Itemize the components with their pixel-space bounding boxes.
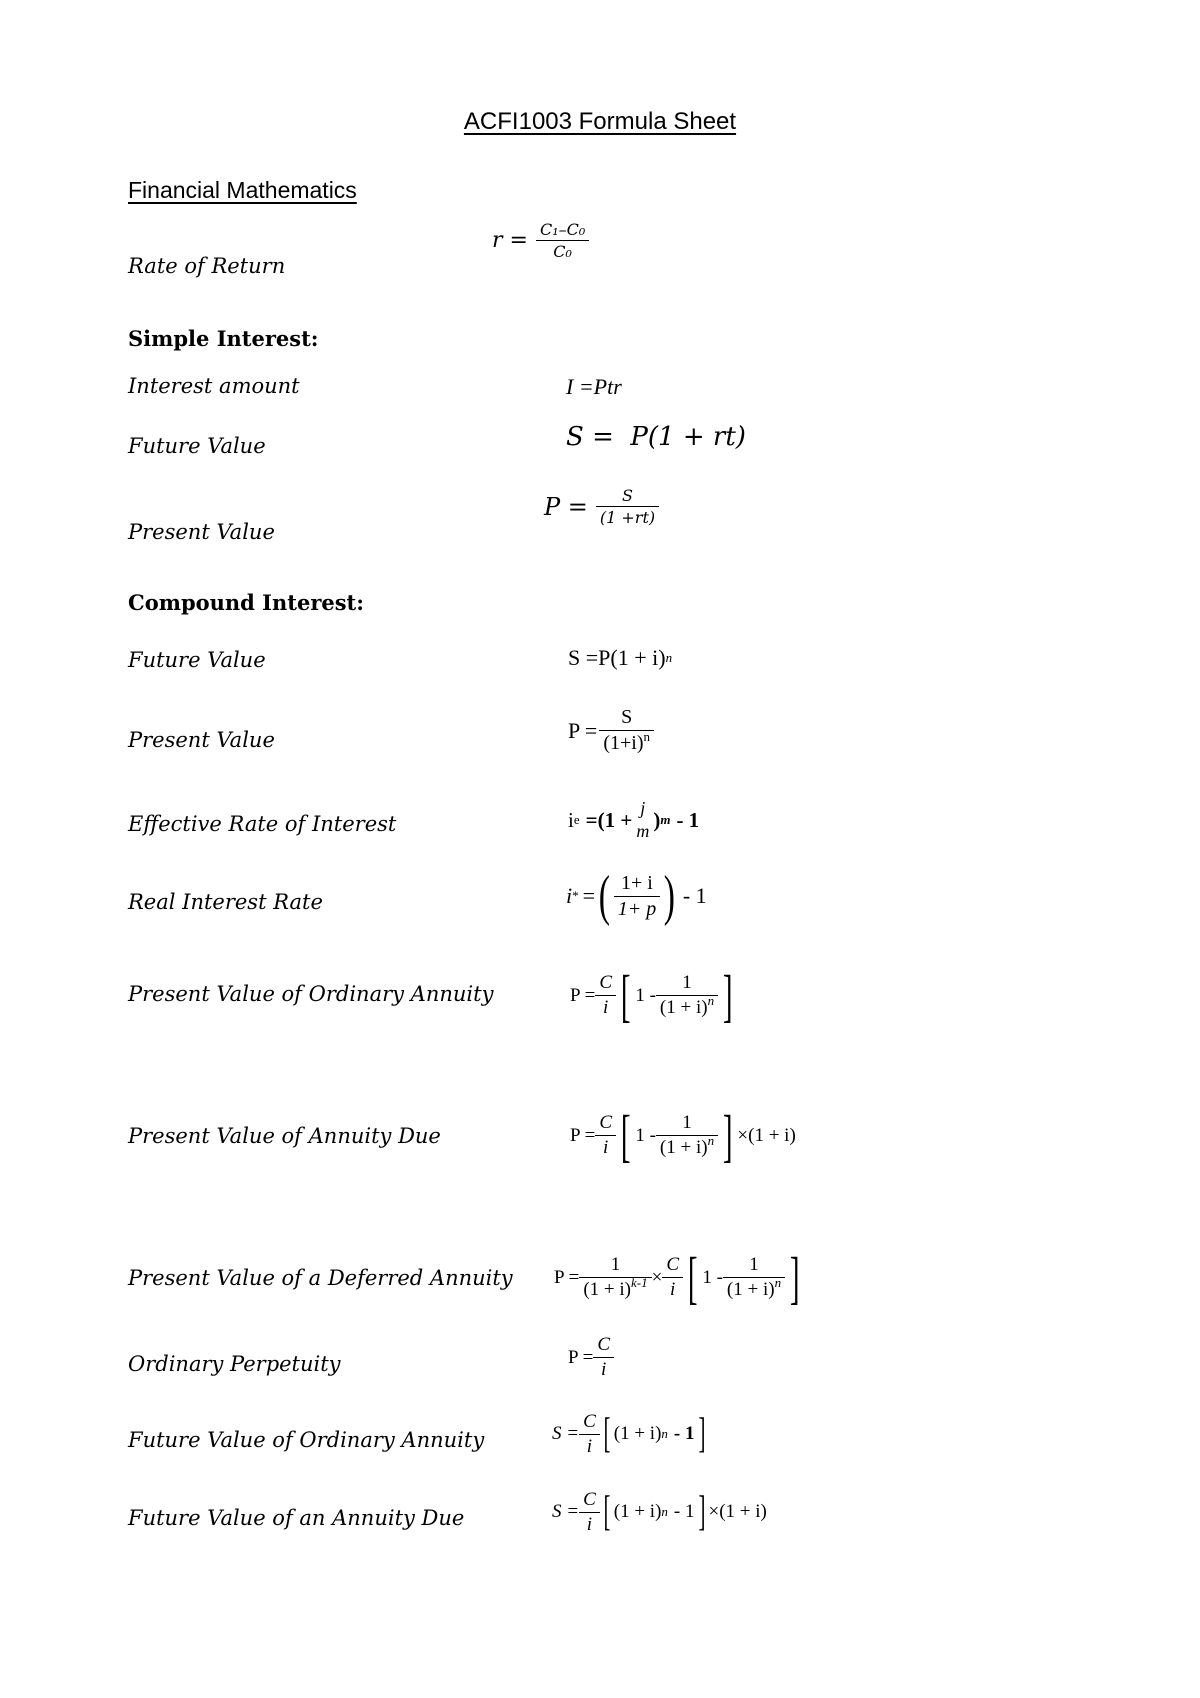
denominator-base: (1+i) bbox=[603, 732, 644, 754]
fraction-discount bbox=[579, 1254, 651, 1301]
fraction bbox=[596, 486, 659, 527]
simple-present-value-label: Present Value bbox=[128, 520, 275, 544]
effective-rate-label: Effective Rate of Interest bbox=[128, 812, 397, 836]
numerator: C bbox=[583, 1410, 596, 1432]
numerator: 1 bbox=[682, 1112, 692, 1133]
formula-lhs: S = bbox=[552, 1423, 580, 1444]
numerator: 1+ i bbox=[621, 871, 653, 894]
compound-future-value-formula: S =P(1 + i) n bbox=[568, 645, 673, 670]
fraction bbox=[723, 1254, 785, 1301]
numerator: C bbox=[599, 972, 613, 993]
section-heading: Financial Mathematics bbox=[128, 177, 357, 203]
formula-after: ×(1 + i) bbox=[708, 1501, 767, 1522]
exponent: k-1 bbox=[630, 1275, 648, 1290]
fv-annuity-due-label: Future Value of an Annuity Due bbox=[128, 1506, 465, 1530]
inner-term: (1 + i) bbox=[613, 1423, 662, 1444]
left-bracket-icon: [ bbox=[687, 1245, 698, 1310]
fraction bbox=[656, 972, 718, 1019]
denominator: (1 +rt) bbox=[596, 506, 659, 527]
pv-ordinary-annuity-formula bbox=[570, 962, 737, 1029]
numerator: 1 bbox=[682, 972, 692, 993]
numerator: 1 bbox=[610, 1254, 621, 1275]
formula-tail: - 1 bbox=[676, 807, 700, 832]
pv-deferred-annuity-formula bbox=[554, 1244, 804, 1311]
denominator: i bbox=[595, 995, 616, 1019]
denominator-base: (1 + i) bbox=[659, 997, 708, 1018]
rate-of-return-formula bbox=[492, 220, 589, 261]
formula-lhs: i bbox=[566, 883, 573, 908]
pv-ordinary-annuity-label: Present Value of Ordinary Annuity bbox=[128, 982, 494, 1006]
fraction-c-over-i bbox=[595, 1112, 616, 1159]
formula-lhs: r = bbox=[492, 228, 528, 253]
formula-open: =(1 + bbox=[585, 807, 633, 832]
formula-lhs: P = bbox=[570, 1124, 596, 1146]
denominator bbox=[656, 1135, 718, 1159]
fv-ordinary-annuity-label: Future Value of Ordinary Annuity bbox=[128, 1428, 485, 1452]
exponent: n bbox=[774, 1275, 782, 1290]
formula-tail: - 1 bbox=[673, 1423, 695, 1444]
numerator: C bbox=[666, 1254, 679, 1275]
ordinary-perpetuity-formula bbox=[568, 1334, 614, 1381]
fraction-c-over-i bbox=[579, 1411, 600, 1458]
times-sign: × bbox=[651, 1266, 663, 1288]
right-bracket-icon: ] bbox=[698, 1489, 705, 1535]
denominator-base: (1 + i) bbox=[726, 1279, 775, 1300]
right-bracket-icon: ] bbox=[722, 1103, 733, 1168]
numerator: j bbox=[640, 798, 646, 818]
compound-future-value-label: Future Value bbox=[128, 648, 266, 672]
real-rate-formula: i * = ( $\frac{1+ i}{1+ p}$ ) - 1 bbox=[566, 865, 707, 927]
denominator: i bbox=[593, 1357, 614, 1381]
rate-of-return-label: Rate of Return bbox=[128, 254, 286, 278]
fraction-c-over-i bbox=[595, 972, 616, 1019]
formula-lhs: P = bbox=[568, 1346, 594, 1368]
exponent: n bbox=[707, 993, 715, 1008]
simple-present-value-formula bbox=[544, 486, 659, 527]
ordinary-perpetuity-label: Ordinary Perpetuity bbox=[128, 1352, 341, 1376]
numerator: S bbox=[621, 706, 633, 728]
formula-lhs: P = bbox=[544, 492, 588, 521]
one-minus: 1 - bbox=[635, 1124, 656, 1146]
equals-sign: = bbox=[582, 883, 596, 908]
one-minus: 1 - bbox=[635, 984, 656, 1006]
formula-lhs: P = bbox=[570, 984, 596, 1006]
pv-annuity-due-label: Present Value of Annuity Due bbox=[128, 1124, 441, 1148]
pv-annuity-due-formula bbox=[570, 1102, 796, 1169]
simple-future-value-label: Future Value bbox=[128, 434, 266, 458]
denominator bbox=[656, 995, 718, 1019]
fraction bbox=[599, 706, 654, 755]
interest-amount-formula: I =Ptr bbox=[566, 374, 622, 399]
right-bracket-icon: ] bbox=[789, 1245, 800, 1310]
left-bracket-icon: [ bbox=[620, 1103, 631, 1168]
formula-close: ) bbox=[653, 807, 661, 832]
numerator: S bbox=[622, 486, 633, 505]
fv-ordinary-annuity-formula: S = $\frac{C}{i}$ [ (1 + i) n - 1 ] bbox=[552, 1410, 705, 1457]
exponent: n bbox=[643, 729, 650, 744]
interest-amount-label: Interest amount bbox=[128, 374, 300, 398]
formula-lhs: P = bbox=[554, 1266, 580, 1288]
formula-body: S =P(1 + i) bbox=[568, 645, 666, 670]
denominator bbox=[599, 730, 654, 755]
formula-lhs: S = bbox=[552, 1501, 580, 1522]
exponent: n bbox=[707, 1133, 715, 1148]
inner-term: (1 + i) bbox=[613, 1501, 662, 1522]
fraction bbox=[614, 872, 661, 921]
fv-annuity-due-formula: S = $\frac{C}{i}$ [ (1 + i) n - 1 ] ×(1 + i) bbox=[552, 1488, 767, 1535]
formula-lhs: i bbox=[568, 807, 574, 832]
numerator: C bbox=[597, 1334, 611, 1355]
compound-interest-heading: Compound Interest: bbox=[128, 590, 365, 615]
denominator: i bbox=[579, 1512, 600, 1536]
fraction bbox=[593, 1334, 614, 1381]
left-paren-icon: ( bbox=[598, 865, 610, 927]
effective-rate-formula: i e =(1 + j m ) m - 1 bbox=[568, 798, 700, 841]
numerator: C bbox=[583, 1488, 596, 1510]
one-minus: 1 - bbox=[702, 1266, 723, 1288]
formula-tail: - 1 bbox=[673, 1501, 695, 1522]
real-rate-label: Real Interest Rate bbox=[128, 890, 323, 914]
denominator-base: (1 + i) bbox=[659, 1137, 708, 1158]
formula-tail: ×(1 + i) bbox=[737, 1124, 796, 1146]
pv-deferred-annuity-label: Present Value of a Deferred Annuity bbox=[128, 1266, 513, 1290]
simple-future-value-formula: S = P(1 + rt) bbox=[566, 422, 746, 452]
denominator: i bbox=[579, 1434, 600, 1458]
numerator: 1 bbox=[749, 1254, 759, 1275]
formula-lhs: P = bbox=[568, 717, 598, 743]
numerator: C₁–C₀ bbox=[539, 220, 586, 239]
denominator-base: (1 + i) bbox=[583, 1279, 631, 1300]
fraction-c-over-i bbox=[579, 1489, 600, 1536]
formula-tail: - 1 bbox=[682, 883, 707, 908]
right-bracket-icon: ] bbox=[698, 1411, 705, 1457]
denominator: i bbox=[595, 1135, 616, 1159]
right-paren-icon: ) bbox=[663, 865, 676, 927]
fraction bbox=[536, 220, 589, 261]
denominator: C₀ bbox=[536, 240, 589, 261]
fraction bbox=[656, 1112, 718, 1159]
denominator: i bbox=[662, 1277, 683, 1301]
fraction-c-over-i bbox=[662, 1254, 683, 1301]
left-bracket-icon: [ bbox=[603, 1489, 611, 1535]
denominator bbox=[723, 1277, 785, 1301]
compound-present-value-label: Present Value bbox=[128, 728, 275, 752]
fraction bbox=[632, 798, 653, 842]
denominator: 1+ p bbox=[614, 896, 661, 921]
compound-present-value-formula bbox=[568, 706, 654, 755]
simple-interest-heading: Simple Interest: bbox=[128, 326, 319, 351]
numerator: C bbox=[599, 1112, 613, 1133]
page-title: ACFI1003 Formula Sheet bbox=[463, 108, 737, 135]
denominator: m bbox=[636, 821, 650, 841]
right-bracket-icon: ] bbox=[722, 963, 733, 1028]
left-bracket-icon: [ bbox=[603, 1411, 611, 1457]
denominator bbox=[579, 1277, 651, 1301]
left-bracket-icon: [ bbox=[620, 963, 631, 1028]
